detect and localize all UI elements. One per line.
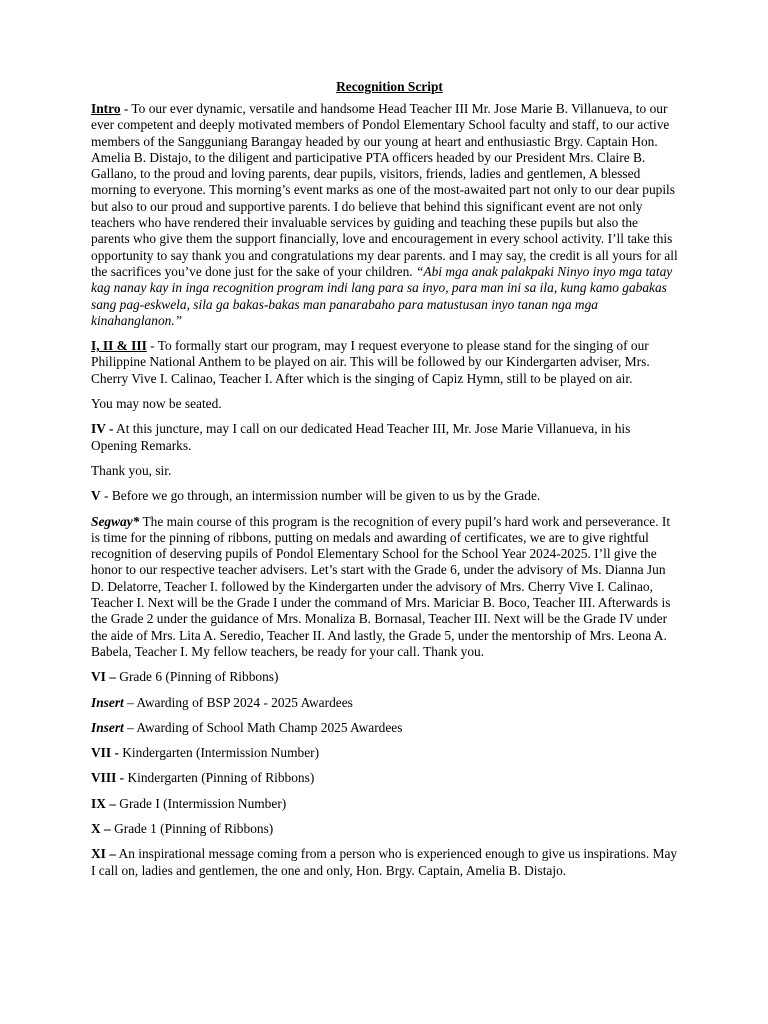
intro-text: - To our ever dynamic, versatile and handsome Head Teacher III Mr. Jose Marie B. Villanueva, to our ever competent and deeply motivated members of Pondol Elementary School faculty and staff, to our active members of the Sangguniang Barangay headed by our young at heart and enthusiastic Brgy. Captain Hon. Amelia B. Distajo, to the diligent and participative PTA officers headed by our President Mrs. Claire B. Gallano, to the proud and loving parents, dear pupils, visitors, friends, ladies and gentlemen, A blessed morning to everyone. This morning’s event marks as one of the most-awaited part not only to our dear pupils but also to our proud and supportive parents. I do believe that behind this significant event are not only teachers who have rendered their invaluable services by guiding and teaching these pupils but also the parents who give them the support financially, love and encouragement in every school activity. I’ll take this opportunity to say thank you and congratulations my dear parents. and I may say, the credit is all yours for all the sacrifices you’ve done just for the sake of your children. xyxy=(91,101,678,279)
section-10-text: Grade 1 (Pinning of Ribbons) xyxy=(110,820,274,836)
insert-1-label: Insert xyxy=(91,694,124,710)
intro-quote: “Abi mga anak palakpaki Ninyo inyo mga tatay kag nanay kay in inga recognition program indi lang para sa inyo, para man ini sa ila, kung kamo gabakas sang pag-eskwela, sila ga bakas-bakas man panarabaho para matustusan inyo tanan nga mga kinahanglanon.” xyxy=(91,263,673,328)
section-5-paragraph xyxy=(91,488,678,504)
seated-line: You may now be seated. xyxy=(91,396,222,412)
segway-paragraph xyxy=(91,514,678,661)
section-7-text: Kindergarten (Intermission Number) xyxy=(118,745,320,761)
section-8-line xyxy=(91,770,678,786)
section-11-label: XI – xyxy=(91,846,116,862)
intro-paragraph xyxy=(91,101,678,329)
section-4-text: At this juncture, may I call on our dedicated Head Teacher III, Mr. Jose Marie Villanueva, in his Opening Remarks. xyxy=(91,421,631,453)
segway-label: Segway* xyxy=(91,513,140,529)
section-10-line xyxy=(91,821,678,837)
section-8-label: VIII - xyxy=(91,770,125,786)
insert-2-line xyxy=(91,720,678,736)
section-6-label: VI – xyxy=(91,669,116,685)
section-9-label: IX – xyxy=(91,795,116,811)
insert-2-text: – Awarding of School Math Champ 2025 Awardees xyxy=(123,719,403,735)
section-7-line xyxy=(91,745,678,761)
section-7-label: VII - xyxy=(91,745,119,761)
section-1-3-label: I, II & III xyxy=(91,338,147,354)
section-4-label: IV - xyxy=(91,421,114,437)
section-4-paragraph xyxy=(91,421,678,454)
section-6-line xyxy=(91,669,678,685)
section-11-paragraph xyxy=(91,846,678,879)
section-6-text: Grade 6 (Pinning of Ribbons) xyxy=(115,669,279,685)
section-10-label: X – xyxy=(91,820,111,836)
section-1-3-text: - To formally start our program, may I request everyone to please stand for the singing of our Philippine National Anthem to be played on air. This will be followed by our Kindergarten adviser, Mrs. Cherry Vive I. Calinao, Teacher I. After which is the singing of Capiz Hymn, still to be played on air. xyxy=(91,338,650,386)
section-5-text: - Before we go through, an intermission number will be given to us by the Grade. xyxy=(100,488,541,504)
segway-text: The main course of this program is the recognition of every pupil’s hard work and perseverance. It is time for the pinning of ribbons, putting on medals and awarding of certificates, we are to give rightful recognition of deserving pupils of Pondol Elementary School for the School Year 2024-2025. I’ll give the honor to our respective teacher advisers. Let’s start with the Grade 6, under the advisory of Ms. Dianna Jun D. Delatorre, Teacher I. followed by the Kindergarten under the advisory of Mrs. Cherry Vive I. Calinao, Teacher I. Next will be the Grade I under the command of Mrs. Mariciar B. Boco, Teacher III. Afterwards is the Grade 2 under the guidance of Mrs. Monaliza B. Bornasal, Teacher III. Next will be the Grade IV under the aide of Mrs. Lita A. Seredio, Teacher II. And lastly, the Grade 5, under the mentorship of Mrs. Leona A. Babela, Teacher I. My fellow teachers, be ready for your call. Thank you. xyxy=(91,513,671,659)
section-8-text: Kindergarten (Pinning of Ribbons) xyxy=(124,770,315,786)
section-9-text: Grade I (Intermission Number) xyxy=(115,795,287,811)
section-9-line xyxy=(91,796,678,812)
thanks-line: Thank you, sir. xyxy=(91,462,172,478)
page-title: Recognition Script xyxy=(336,79,443,94)
insert-2-label: Insert xyxy=(91,719,124,735)
insert-1-line xyxy=(91,695,678,711)
section-5-label: V xyxy=(91,488,101,504)
section-1-3-paragraph xyxy=(91,338,678,387)
intro-label: Intro xyxy=(91,101,121,116)
section-11-text: An inspirational message coming from a person who is experienced enough to give us inspirations. May I call on, ladies and gentlemen, the one and only, Hon. Brgy. Captain, Amelia B. Distajo. xyxy=(91,846,678,878)
insert-1-text: – Awarding of BSP 2024 - 2025 Awardees xyxy=(123,694,353,710)
